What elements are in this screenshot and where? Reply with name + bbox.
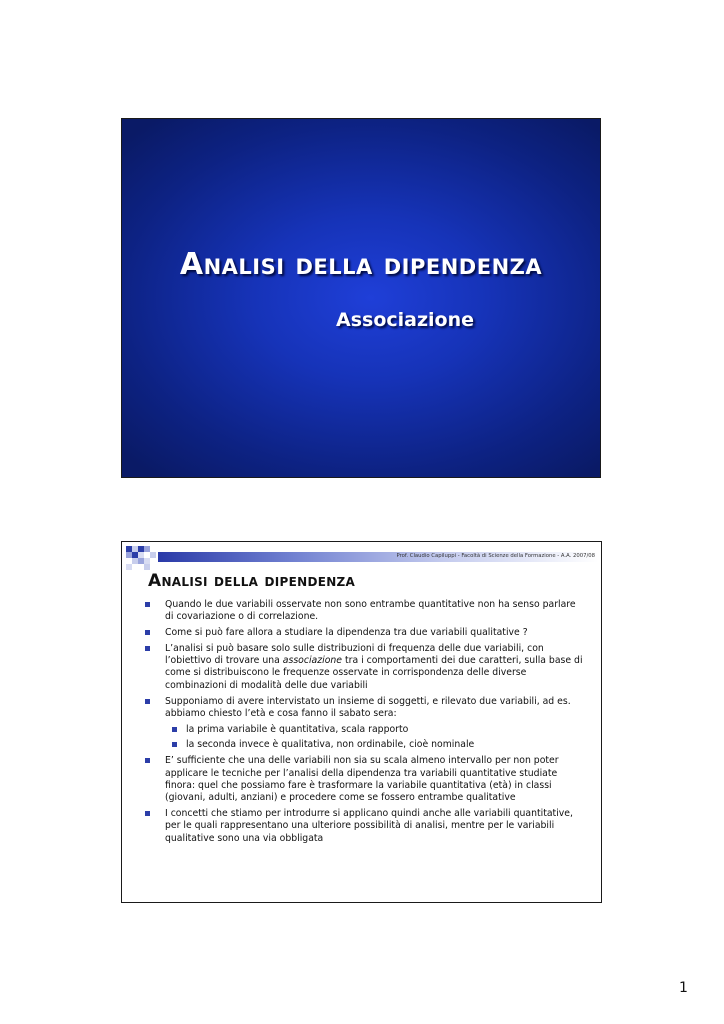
bullet-item: E’ sufficiente che una delle variabili non sia su scala almeno intervallo per non poter applicare le tecniche per l’analisi della dipendenza tra variabili quantitative studiate finora: quel che possiamo fare è trasformare la variabile quantitativa (età) in classi (giovani, adulti, anziani) e procedere come se fossero entrambe qualitative (142, 755, 587, 804)
page-number: 1 (679, 980, 688, 996)
bullet-item (142, 643, 587, 692)
bullet-item: Supponiamo di avere intervistato un insieme di soggetti, e rilevato due variabili, ad es. abbiamo chiesto l’età e cosa fanno il sabato sera: (142, 696, 587, 721)
slide-subtitle: Associazione (336, 309, 475, 331)
bullet-item: Quando le due variabili osservate non sono entrambe quantitative non ha senso parlare di covariazione o di correlazione. (142, 599, 587, 624)
bullet-item: I concetti che stiamo per introdurre si applicano quindi anche alle variabili quantitative, per le quali rappresentano una ulteriore possibilità di analisi, mentre per le variabili qualitative sono una via obbligata (142, 808, 587, 845)
sub-bullet-item: la prima variabile è quantitativa, scala rapporto (142, 724, 587, 736)
bullet-item: Come si può fare allora a studiare la dipendenza tra due variabili qualitative ? (142, 627, 587, 639)
content-slide (121, 541, 602, 903)
bullet-list (142, 599, 587, 848)
bullet-emphasis: associazione (282, 655, 343, 667)
sub-bullet-item: la seconda invece è qualitativa, non ordinabile, cioè nominale (142, 739, 587, 751)
slide-title: Analisi della dipendenza (179, 247, 543, 282)
slide-title: Analisi della dipendenza (148, 571, 356, 591)
bullet-text: L’analisi si può basare solo sulle distribuzioni di frequenza delle due variabili, con l’obiettivo di trovare una (165, 642, 544, 667)
bullet-text: tra i comportamenti dei due caratteri, sulla base di come si distribuiscono le frequenze osservate in corrispondenza delle diverse combinazioni di modalità delle due variabili (165, 655, 583, 691)
title-slide (121, 118, 601, 478)
header-credit: Prof. Claudio Capiluppi - Facoltà di Scienze della Formazione - A.A. 2007/08 (396, 553, 595, 559)
